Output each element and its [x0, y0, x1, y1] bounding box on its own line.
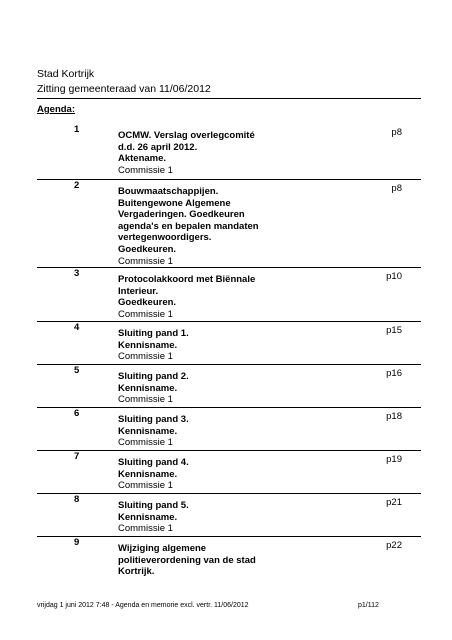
- item-page-ref: p19: [386, 454, 402, 465]
- document-header: [37, 67, 211, 96]
- item-description: [118, 457, 323, 492]
- item-title-line: Bouwmaatschappijen.: [118, 186, 219, 197]
- footer-info: vrijdag 1 juni 2012 7:48 - Agenda en memorie excl. vertr. 11/06/2012: [37, 602, 249, 609]
- item-title-line: Kortrijk.: [118, 566, 155, 578]
- item-number: 6: [74, 408, 80, 419]
- item-number: 3: [74, 268, 80, 279]
- item-description: [118, 328, 323, 363]
- item-title-line: d.d. 26 april 2012.: [118, 141, 198, 153]
- item-commission: Commissie 1: [118, 480, 173, 492]
- item-commission: Commissie 1: [118, 308, 173, 320]
- item-description: [118, 130, 323, 176]
- item-title-line: Kennisname.: [118, 468, 178, 480]
- item-commission: Commissie 1: [118, 255, 173, 267]
- item-title-line: Protocolakkoord met Biënnale: [118, 274, 256, 285]
- item-title-line: Vergaderingen. Goedkeuren: [118, 209, 245, 221]
- item-commission: Commissie 1: [118, 351, 173, 363]
- city-name: Stad Kortrijk: [37, 68, 95, 80]
- item-title-line: Kennisname.: [118, 425, 178, 437]
- item-commission: Commissie 1: [118, 437, 173, 449]
- item-title-line: Sluiting pand 2.: [118, 371, 189, 382]
- item-description: [118, 274, 323, 320]
- item-description: [118, 414, 323, 449]
- item-description: [118, 371, 323, 406]
- item-title-line: OCMW. Verslag overlegcomité: [118, 130, 255, 141]
- item-commission: Commissie 1: [118, 394, 173, 406]
- item-page-ref: p8: [391, 183, 402, 194]
- item-page-ref: p22: [386, 540, 402, 551]
- item-title-line: Goedkeuren.: [118, 243, 177, 255]
- item-title-line: Buitengewone Algemene: [118, 197, 231, 209]
- header-divider: [37, 98, 421, 99]
- session-title: Zitting gemeenteraad van 11/06/2012: [37, 82, 211, 95]
- item-number: 5: [74, 365, 80, 376]
- item-description: [118, 186, 323, 267]
- item-page-ref: p18: [386, 411, 402, 422]
- item-page-ref: p8: [391, 127, 402, 138]
- item-title-line: Aktename.: [118, 153, 167, 165]
- agenda-item: [37, 451, 421, 494]
- item-page-ref: p10: [386, 271, 402, 282]
- agenda-list: [37, 124, 421, 577]
- agenda-item: [37, 537, 421, 577]
- item-number: 8: [74, 494, 80, 505]
- item-commission: Commissie 1: [118, 523, 173, 535]
- item-title-line: Kennisname.: [118, 511, 178, 523]
- agenda-item: [37, 408, 421, 451]
- agenda-item: [37, 124, 421, 180]
- item-number: 4: [74, 322, 80, 333]
- item-title-line: Sluiting pand 4.: [118, 457, 189, 468]
- item-page-ref: p21: [386, 497, 402, 508]
- item-title-line: agenda's en bepalen mandaten: [118, 220, 259, 232]
- page-counter: p1/112: [358, 602, 379, 609]
- item-title-line: Kennisname.: [118, 339, 178, 351]
- agenda-item: [37, 268, 421, 322]
- item-title-line: Goedkeuren.: [118, 297, 177, 309]
- item-number: 7: [74, 451, 80, 462]
- item-title-line: vertegenwoordigers.: [118, 232, 212, 244]
- agenda-item: [37, 180, 421, 268]
- item-commission: Commissie 1: [118, 164, 173, 176]
- agenda-item: [37, 494, 421, 537]
- item-page-ref: p15: [386, 325, 402, 336]
- item-title-line: Sluiting pand 5.: [118, 500, 189, 511]
- item-number: 1: [74, 124, 80, 135]
- item-number: 2: [74, 180, 80, 191]
- item-description: [118, 500, 323, 535]
- item-title-line: politieverordening van de stad: [118, 554, 256, 566]
- agenda-heading: Agenda:: [37, 104, 75, 115]
- item-number: 9: [74, 537, 80, 548]
- item-title-line: Kennisname.: [118, 382, 178, 394]
- item-title-line: Wijziging algemene: [118, 543, 207, 554]
- agenda-item: [37, 322, 421, 365]
- item-title-line: Sluiting pand 3.: [118, 414, 189, 425]
- item-page-ref: p16: [386, 368, 402, 379]
- item-title-line: Interieur.: [118, 285, 159, 297]
- item-description: [118, 543, 323, 578]
- item-title-line: Sluiting pand 1.: [118, 328, 189, 339]
- agenda-item: [37, 365, 421, 408]
